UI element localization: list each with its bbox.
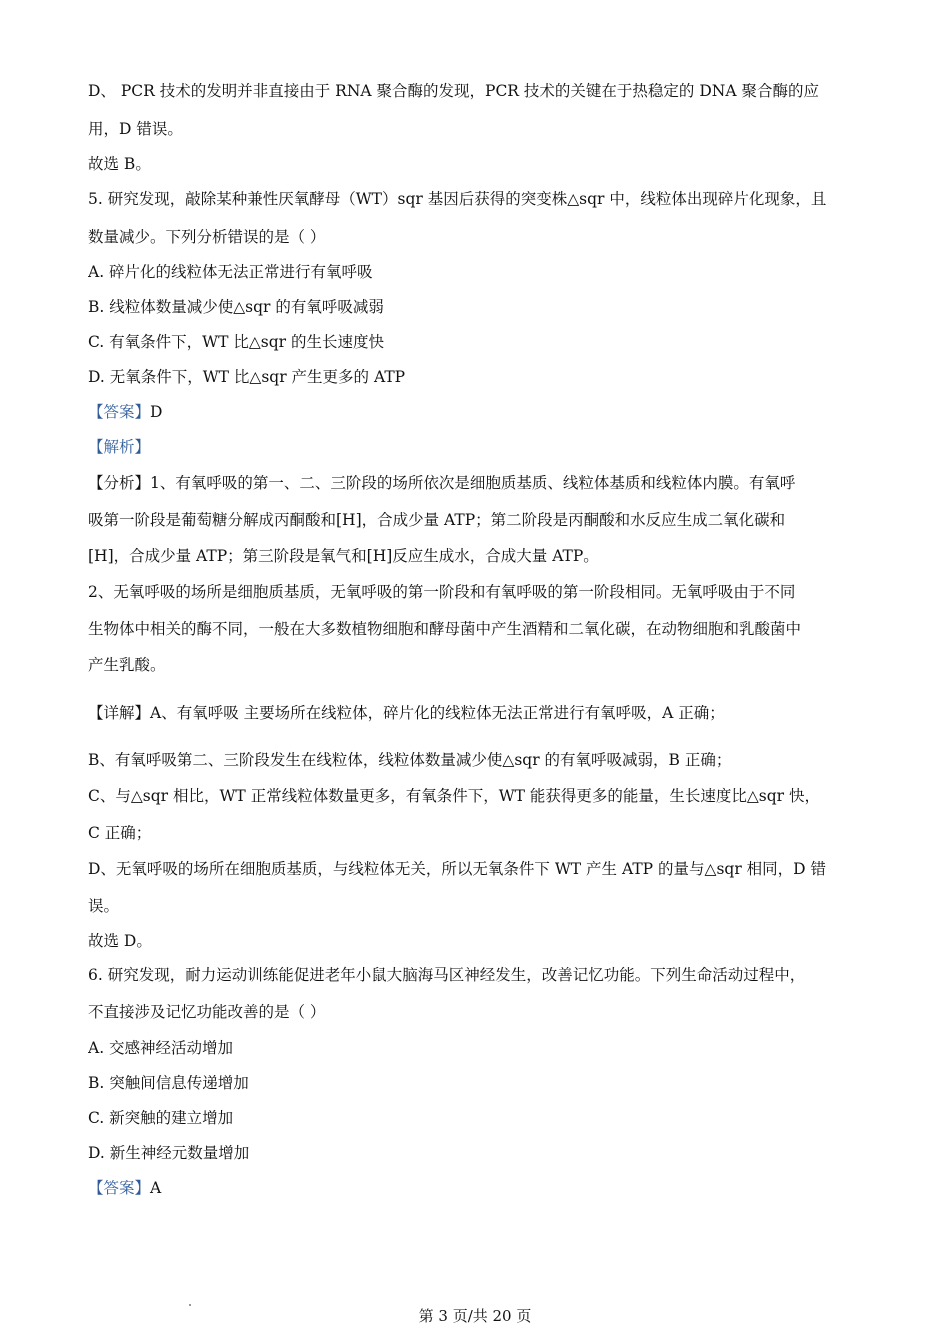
question-6-stem: 6. 研究发现，耐力运动训练能促进老年小鼠大脑海马区神经发生，改善记忆功能。下列生命活动过程中， [88,966,806,984]
detail-text: D、无氧呼吸的场所在细胞质基质，与线粒体无关，所以无氧条件下 WT 产生 ATP 的量与△sqr 相同，D 错 [88,860,827,878]
option-d: D. 无氧条件下，WT 比△sqr 产生更多的 ATP [88,368,406,386]
question-5-stem: 数量减少。下列分析错误的是（ ） [88,228,326,246]
text-line: 故选 B。 [88,155,151,173]
text-line: D、 PCR 技术的发明并非直接由于 RNA 聚合酶的发现，PCR 技术的关键在于热稳定的 DNA 聚合酶的应 [88,82,819,100]
option-d: D. 新生神经元数量增加 [88,1144,250,1162]
analysis-text: [H]，合成少量 ATP；第三阶段是氧气和[H]反应生成水，合成大量 ATP。 [88,547,599,565]
detail-text: 误。 [88,897,120,915]
analysis-text: 【分析】1、有氧呼吸的第一、二、三阶段的场所依次是细胞质基质、线粒体基质和线粒体内膜。有氧呼 [88,474,796,492]
detail-text: C、与△sqr 相比，WT 正常线粒体数量更多，有氧条件下，WT 能获得更多的能量，生长速度比△sqr 快， [88,787,821,805]
answer-tag: 【答案】 [88,403,151,421]
option-c: C. 有氧条件下，WT 比△sqr 的生长速度快 [88,333,384,351]
option-b: B. 突触间信息传递增加 [88,1074,249,1092]
analysis-text: 2、无氧呼吸的场所是细胞质基质，无氧呼吸的第一阶段和有氧呼吸的第一阶段相同。无氧呼吸由于不同 [88,583,796,601]
option-a: A. 碎片化的线粒体无法正常进行有氧呼吸 [88,263,373,281]
analysis-heading [88,436,878,458]
detail-text: B、有氧呼吸第二、三阶段发生在线粒体，线粒体数量减少使△sqr 的有氧呼吸减弱，B 正确； [88,751,732,769]
text-line: 用，D 错误。 [88,120,183,138]
detail-text: 故选 D。 [88,932,152,950]
option-c: C. 新突触的建立增加 [88,1109,234,1127]
answer-line: 【答案】A [88,1179,162,1197]
analysis-text: 生物体中相关的酶不同，一般在大多数植物细胞和酵母菌中产生酒精和二氧化碳，在动物细胞和乳酸菌中 [88,620,802,638]
analysis-text: 产生乳酸。 [88,656,166,674]
question-6-stem: 不直接涉及记忆功能改善的是（ ） [88,1003,326,1021]
detail-text: 【详解】A、有氧呼吸 主要场所在线粒体，碎片化的线粒体无法正常进行有氧呼吸，A 正确； [88,704,725,722]
answer-line: 【答案】D [88,403,163,421]
question-5-stem: 5. 研究发现，敲除某种兼性厌氧酵母（WT）sqr 基因后获得的突变株△sqr 中，线粒体出现碎片化现象，且 [88,190,827,208]
page-footer: 第 3 页/共 20 页 [418,1307,532,1325]
analysis-text: 吸第一阶段是葡萄糖分解成丙酮酸和[H]，合成少量 ATP；第二阶段是丙酮酸和水反应生成二氧化碳和 [88,511,786,529]
option-a: A. 交感神经活动增加 [88,1039,234,1057]
option-b: B. 线粒体数量减少使△sqr 的有氧呼吸减弱 [88,298,384,316]
answer-tag: 【答案】 [88,1179,151,1197]
analysis-tag: 【解析】 [88,438,151,456]
detail-text: C 正确； [88,824,152,842]
